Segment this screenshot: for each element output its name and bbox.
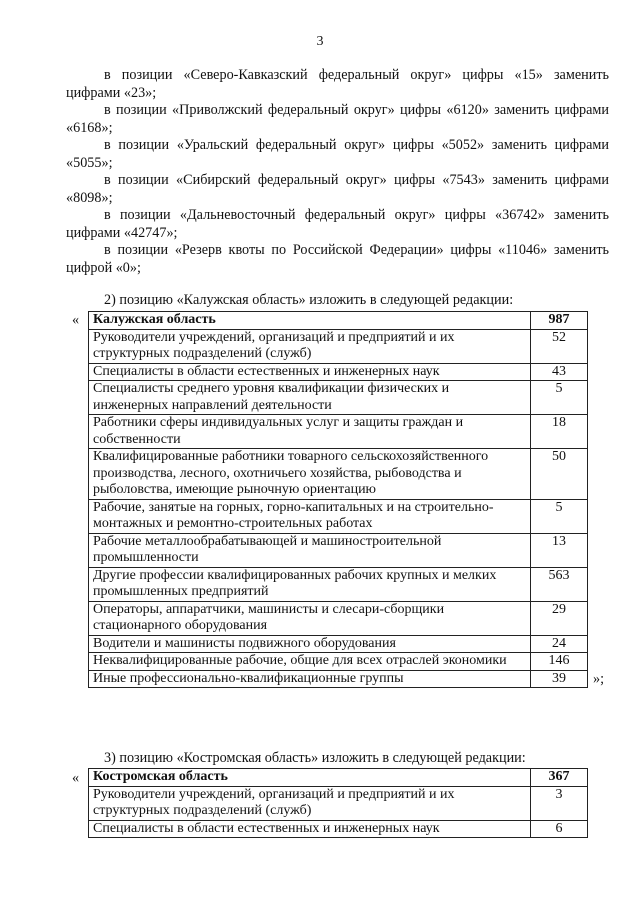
table-header-row [89, 312, 588, 330]
group-value: 13 [531, 533, 588, 567]
group-name: Руководители учреждений, организаций и предприятий и их структурных подразделений (служб) [89, 786, 531, 820]
paragraph: в позиции «Приволжский федеральный округ» цифры «6120» заменить цифрами «6168»; [66, 102, 609, 136]
paragraph: в позиции «Дальневосточный федеральный округ» цифры «36742» заменить цифрами «42747»; [66, 207, 609, 241]
section2-intro: 2) позицию «Калужская область» изложить в следующей редакции: [104, 292, 514, 308]
group-name: Другие профессии квалифицированных рабочих крупных и мелких промышленных предприятий [89, 567, 531, 601]
section2-close-quote: »; [593, 671, 605, 687]
group-value: 50 [531, 449, 588, 500]
group-name: Специалисты в области естественных и инженерных наук [89, 363, 531, 381]
region-total: 987 [531, 312, 588, 330]
table-row [89, 567, 588, 601]
group-value: 6 [531, 820, 588, 838]
group-name: Неквалифицированные рабочие, общие для всех отраслей экономики [89, 653, 531, 671]
paragraph: в позиции «Резерв квоты по Российской Федерации» цифры «11046» заменить цифрой «0»; [66, 242, 609, 276]
group-value: 24 [531, 635, 588, 653]
table-row [89, 499, 588, 533]
table-header-row [89, 769, 588, 787]
table-row [89, 653, 588, 671]
region-name: Калужская область [89, 312, 531, 330]
group-name: Специалисты среднего уровня квалификации физических и инженерных направлений деятельности [89, 381, 531, 415]
group-name: Операторы, аппаратчики, машинисты и слесари-сборщики стационарного оборудования [89, 601, 531, 635]
table-row [89, 601, 588, 635]
group-name: Водители и машинисты подвижного оборудования [89, 635, 531, 653]
region-total: 367 [531, 769, 588, 787]
group-name: Специалисты в области естественных и инженерных наук [89, 820, 531, 838]
group-name: Работники сферы индивидуальных услуг и защиты граждан и собственности [89, 415, 531, 449]
section2-open-quote: « [72, 312, 80, 328]
group-name: Рабочие металлообрабатывающей и машиностроительной промышленности [89, 533, 531, 567]
group-value: 52 [531, 329, 588, 363]
paragraph: в позиции «Уральский федеральный округ» цифры «5052» заменить цифрами «5055»; [66, 137, 609, 171]
table-row [89, 415, 588, 449]
group-value: 5 [531, 381, 588, 415]
group-name: Рабочие, занятые на горных, горно-капитальных и на строительно-монтажных и ремонтно-строительных работах [89, 499, 531, 533]
table-row [89, 329, 588, 363]
kostroma-table [88, 768, 588, 838]
region-name: Костромская область [89, 769, 531, 787]
group-value: 39 [531, 670, 588, 688]
table-row [89, 635, 588, 653]
section3-intro: 3) позицию «Костромская область» изложить в следующей редакции: [104, 750, 526, 766]
table-row [89, 820, 588, 838]
paragraph: в позиции «Северо-Кавказский федеральный округ» цифры «15» заменить цифрами «23»; [66, 67, 609, 101]
group-value: 18 [531, 415, 588, 449]
group-value: 146 [531, 653, 588, 671]
group-name: Руководители учреждений, организаций и предприятий и их структурных подразделений (служб) [89, 329, 531, 363]
group-value: 3 [531, 786, 588, 820]
table-row [89, 449, 588, 500]
table-row [89, 670, 588, 688]
group-name: Квалифицированные работники товарного сельскохозяйственного производства, лесного, охотничьего хозяйства, рыбоводства и рыболовства, имеющие рыночную ориентацию [89, 449, 531, 500]
table-row [89, 381, 588, 415]
group-value: 5 [531, 499, 588, 533]
group-name: Иные профессионально-квалификационные группы [89, 670, 531, 688]
group-value: 43 [531, 363, 588, 381]
page-number: 3 [316, 34, 324, 49]
paragraph: в позиции «Сибирский федеральный округ» цифры «7543» заменить цифрами «8098»; [66, 172, 609, 206]
group-value: 563 [531, 567, 588, 601]
table-row [89, 363, 588, 381]
table-row [89, 533, 588, 567]
kaluga-table [88, 311, 588, 688]
amendment-paragraphs [66, 67, 609, 277]
group-value: 29 [531, 601, 588, 635]
section3-open-quote: « [72, 770, 80, 786]
table-row [89, 786, 588, 820]
